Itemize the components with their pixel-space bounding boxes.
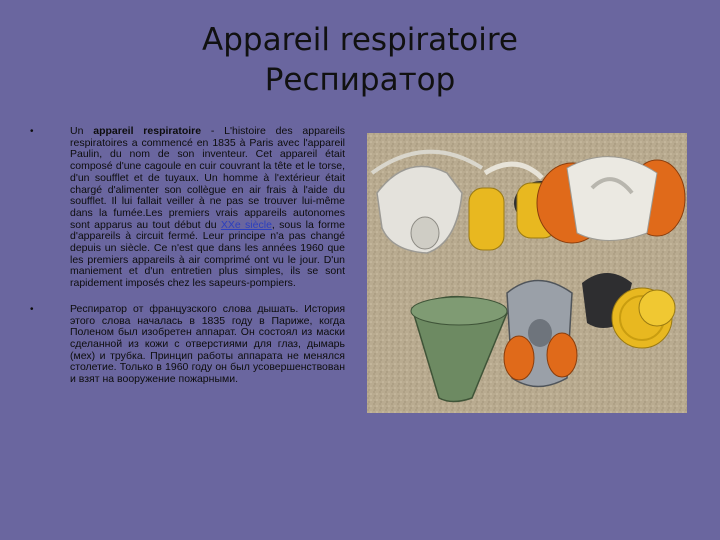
orange-filter-mask (537, 157, 685, 243)
bullet-list (30, 126, 345, 400)
century-link[interactable]: XXe siècle (220, 218, 272, 231)
bullet-prefix: Un (70, 125, 94, 137)
grey-halfface-mask (504, 281, 577, 387)
bullet-item-russian (30, 304, 345, 386)
slide-title (0, 20, 720, 100)
respirators-photo (367, 133, 687, 413)
bullet-text-russian: Респиратор от французского слова дышать. История этого слова началась в 1835 году в Париже, когда Поленом был изобретен аппарат. Он состоял из маски сделанной из кожи с отверстиями для глаз, дымарь (мех) и трубка. Принцип работы аппарата не менялся столетие. Только в 1960 году он был усовершенствован и взят на вооружение пожарными. (70, 302, 345, 386)
bullet-body-part1: - L'histoire des appareils respiratoires a commencé en 1835 à Paris avec l'appareil Paulin, du nom de son inventeur. Cet appareil était composé d'une cagoule en cuir couvrant la tête et le torse, d'un soufflet et de tuyaux. Un homme à l'extérieur était chargé d'alimenter son collègue en air frais à l'aide du soufflet. Il lui fallait veiller à ne pas se trouver lui-même dans la fumée.Les premiers vrais appareils autonomes sont apparus au tout début du (70, 125, 345, 231)
bullet-marker: • (30, 126, 34, 137)
title-line-russian: Респиратор (264, 62, 456, 98)
bullet-item-french (30, 126, 345, 290)
title-line-french: Appareil respiratoire (202, 22, 518, 58)
bullet-text-french (70, 126, 345, 290)
bullet-marker: • (30, 303, 34, 315)
bullet-body-part2: , sous la forme d'appareils à circuit fermé. Leur principe n'a pas changé depuis un siècle. Ce n'est que dans les années 1960 que les premiers appareils à air comprimé ont vu le jour. D'un maniement et d'un entretien plus simples, ils se sont rapidement imposés chez les sapeurs-pompiers. (70, 218, 345, 290)
bullet-bold-term: appareil respiratoire (93, 125, 202, 137)
